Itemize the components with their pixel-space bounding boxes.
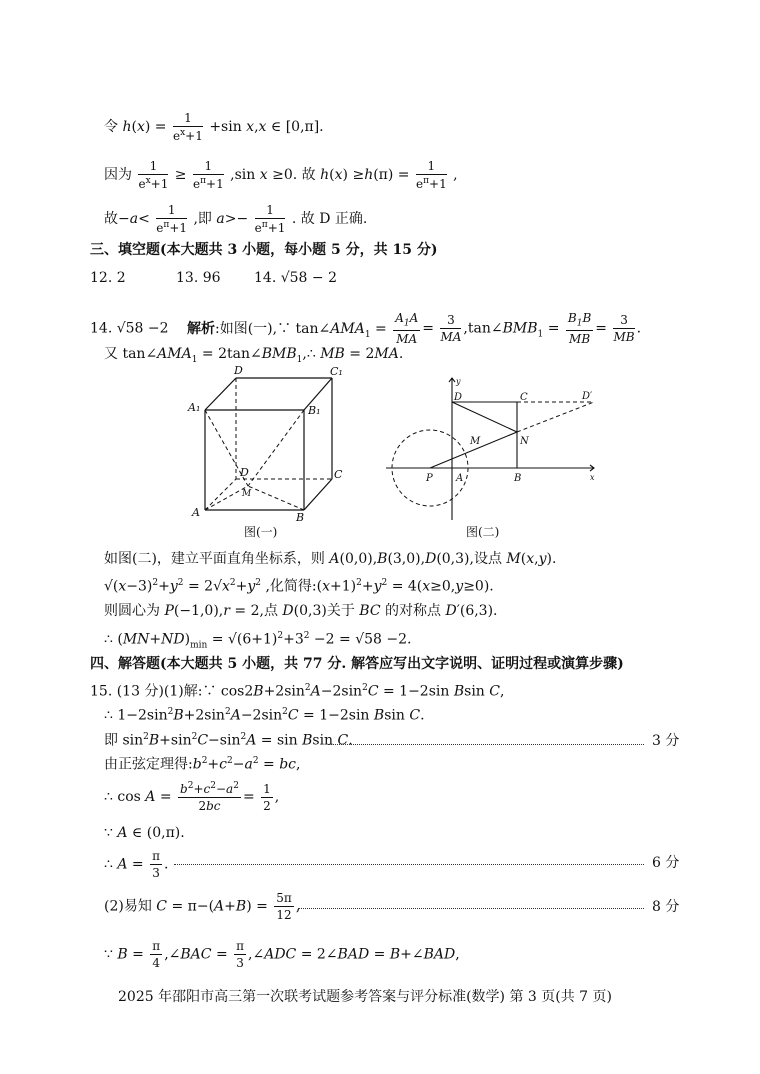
q14-line-2: 又 $\tan\angle AMA_1$ = $2\tan\angle BMB_1,\therefore$ MB = 2MA. (104, 346, 404, 365)
figure-1-cube (180, 364, 360, 524)
because-text: 因为 (104, 167, 132, 183)
label-D-prime: D′ (582, 391, 593, 402)
answer-12: 12. 2 (90, 270, 126, 286)
label-B: B (296, 511, 305, 524)
label-C: C (520, 392, 528, 403)
q15-line-8: (2)易知 C = π−(A+B) = $\frac{5\pi}{12}$ , (104, 891, 301, 922)
dot-leader (298, 908, 644, 909)
q14-line-3: 如图(二)，建立平面直角坐标系，则 A(0,0),B(3,0),D(0,3),设点 M(x,y). (104, 551, 557, 567)
q14-answer: 14. √58 −2 (90, 320, 169, 337)
q14-line-5: 则圆心为 P(−1,0),r = 2,点 D(0,3)关于 BC 的对称点 D′(6,3). (104, 603, 498, 619)
label-C: C (334, 468, 343, 481)
label-x-axis: x (590, 473, 595, 482)
page-footer: 2025 年邵阳市高三第一次联考试题参考答案与评分标准(数学) 第 3 页(共 7 页) (118, 989, 612, 1005)
answer-14: 14. √58 − 2 (254, 270, 337, 286)
q14-explanation: 14. √58 −2 解析:如图(一),∵ $\tan\angle AMA_1$ = $\frac{A_1A}{MA}$ = $\frac{3}{MA}$ $,\tan\angle BMB_1$ = $\frac{B_1B}{MB}$ = $\frac{3}{MB}$ . (90, 311, 642, 347)
label-P: P (426, 473, 433, 484)
fraction-1-over-epi-plus-1: $\frac{1}{e^\pi+1}$ (254, 203, 286, 235)
label-B1: B₁ (308, 404, 321, 417)
fraction-b1b-over-mb: $\frac{B_1B}{MB}$ (567, 311, 592, 347)
label-M: M (470, 436, 481, 447)
label-y-axis: y (456, 377, 461, 386)
fraction-pi-over-4: $\frac{\pi}{4}$ (152, 939, 161, 970)
label-N: N (520, 436, 529, 447)
label-B: B (514, 473, 522, 484)
conclusion-suffix: . 故 D 正确. (291, 211, 368, 227)
figure-2-caption: 图(二) (466, 525, 500, 539)
fraction-1-over-epi-plus-1: $\frac{1}{e^\pi+1}$ (156, 203, 188, 235)
label-A1: A₁ (188, 401, 201, 414)
figure-2-coordinates (382, 372, 602, 522)
comma: , (453, 167, 458, 183)
line-conclusion-d (104, 204, 367, 234)
conclusion-mid: ,即 a>− (193, 211, 249, 227)
fraction-1-over-ex-plus-1: $\frac{1}{e^x+1}$ (172, 111, 203, 143)
fraction-3-over-ma: $\frac{3}{MA}$ (440, 313, 462, 345)
score-8: 8 分 (652, 899, 680, 915)
q15-line-6: ∵ A ∈ (0,π). (104, 825, 185, 841)
fraction-pi-over-3: $\frac{\pi}{3}$ (152, 849, 161, 880)
inequality-middle: ,sin x ≥0. 故 h(x) ≥h(π) = (230, 167, 410, 183)
figure-1-caption: 图(一) (244, 525, 278, 539)
fraction-pi-over-3: $\frac{\pi}{3}$ (236, 939, 245, 970)
label-M: M (242, 489, 252, 499)
q15-line-2: ∴ $1-2\sin^2B+2\sin^2A-2\sin^2C = 1-2\sin$ Bsin C. (104, 707, 425, 724)
h-def-prefix: 令 h(x) = (104, 119, 167, 135)
label-A: A (456, 473, 464, 484)
q15-line-3: 即 $\sin^2B+\sin^2C-\sin^2A = \sin Bsin$ C. (104, 732, 353, 749)
q14-line-4: $√(x-3)^2+y^2 = 2√x^2+y^2$ ,化简得$:(x+1)^2+y^2 = 4(x\ge 0,y\ge 0)$. (104, 578, 494, 595)
label-C1: C₁ (330, 365, 343, 378)
label-D: D (454, 392, 463, 403)
geq-sign: ≥ (174, 167, 187, 183)
score-6: 6 分 (652, 855, 680, 871)
q14-line-6: ∴ $(MN+ND)_{min} = √(6+1)^2+3^2 -2 = √58 -2$. (104, 631, 412, 651)
label-D: D (240, 466, 249, 479)
conclusion-prefix: 故−a< (104, 211, 150, 227)
q15-line-7: ∴ A = $\frac{\pi}{3}$ . (104, 849, 169, 880)
dot-leader (174, 864, 644, 865)
fraction-one-half: $\frac{1}{2}$ (263, 781, 271, 813)
label-D-top: D (234, 364, 243, 377)
fraction-3-over-mb: $\frac{3}{MB}$ (613, 313, 635, 345)
q15-line-1: 15. (13 分)(1)解:∵ $\cos 2B+2\sin^2A-2\sin^2C = 1-2\sin$ Bsin C, (90, 683, 505, 700)
dot-leader (328, 744, 644, 745)
q14-jiexi-label: 解析 (187, 320, 215, 337)
section-4-heading: 四、解答题(本大题共 5 小题，共 77 分. 解答应写出文字说明、证明过程或演算步骤) (90, 656, 624, 672)
section-3-heading: 三、填空题(本大题共 3 小题，每小题 5 分，共 15 分) (90, 242, 438, 258)
fraction-cosine-law: $\frac{b^2+c^2-a^2}{2bc}$ (180, 781, 239, 813)
fraction-1-over-epi-plus-1: $\frac{1}{e^\pi+1}$ (192, 159, 224, 191)
line-h-definition (104, 112, 324, 142)
q15-line-9: ∵ B = $\frac{\pi}{4}$ ,∠BAC = $\frac{\pi}{3}$ ,∠ADC = 2∠BAD = B+∠BAD, (104, 939, 460, 970)
label-A: A (192, 506, 200, 519)
line-inequality (104, 160, 458, 190)
fraction-a1a-over-ma: $\frac{A_1A}{MA}$ (395, 311, 419, 347)
fraction-1-over-epi-plus-1: $\frac{1}{e^\pi+1}$ (415, 159, 447, 191)
fraction-1-over-ex-plus-1: $\frac{1}{e^x+1}$ (138, 159, 169, 191)
fraction-5pi-over-12: $\frac{5\pi}{12}$ (276, 891, 292, 922)
answer-13: 13. 96 (176, 270, 221, 286)
h-def-suffix: +sin x,x ∈ [0,π]. (209, 119, 324, 135)
score-3: 3 分 (652, 733, 680, 749)
q15-line-5: ∴ cos A = $\frac{b^2+c^2-a^2}{2bc}$ = $\frac{1}{2}$ , (104, 781, 280, 813)
q15-line-4: 由正弦定理得$:b^2+c^2-a^2$ = bc, (104, 756, 301, 773)
